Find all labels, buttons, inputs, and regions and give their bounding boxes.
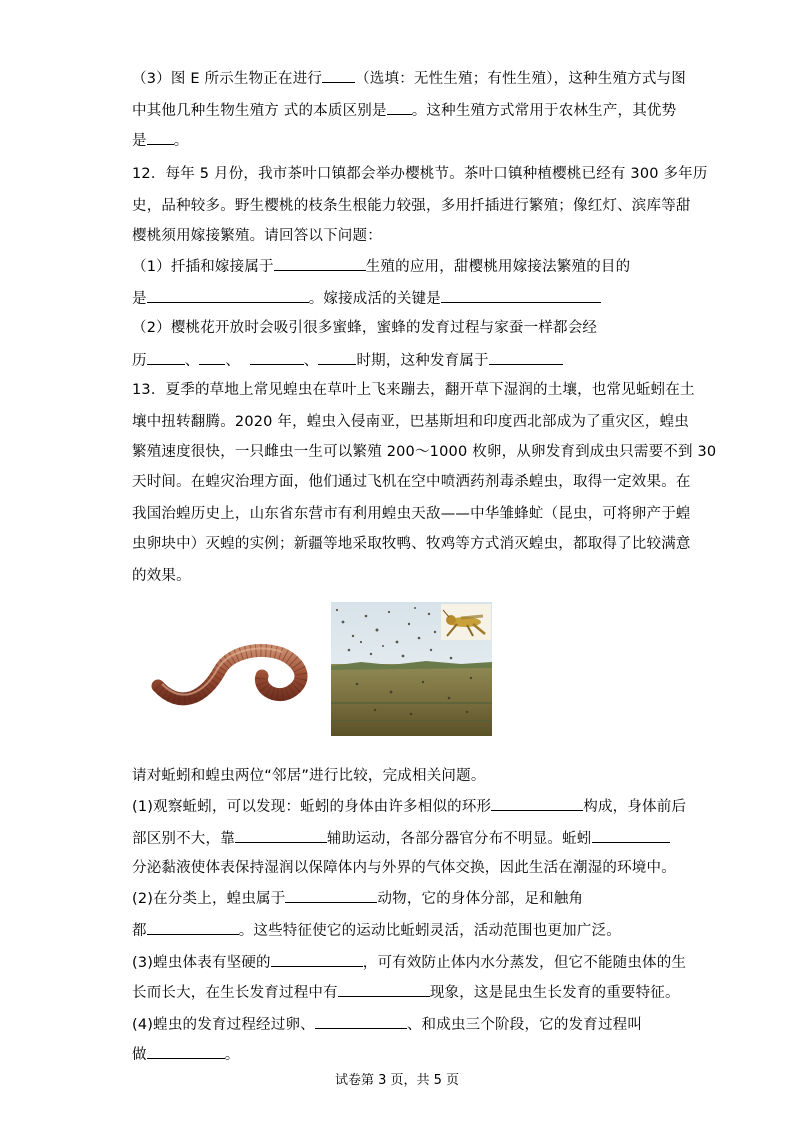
q13-line6: 虫卵块中）灭蝗的实例；新疆等地采取牧鸭、牧鸡等方式消灭蝗虫，都取得了比较满意 [132, 536, 691, 552]
q12-line1: 12．每年 5 月份，我市茶叶口镇都会举办樱桃节。茶叶口镇种植樱桃已经有 300 多年历 [132, 166, 708, 182]
answer-blank[interactable] [250, 350, 304, 365]
answer-blank[interactable] [491, 796, 583, 811]
q13-part4-line2: 做 。 [132, 1044, 239, 1065]
q13-part1-line1: (1)观察蚯蚓，可以发现：蚯蚓的身体由许多相似的环形 构成，身体前后 [132, 796, 686, 817]
answer-blank[interactable] [315, 1014, 407, 1029]
q12-line3: 樱桃须用嫁接繁殖。请回答以下问题： [132, 228, 382, 244]
q13-line2: 壤中扭转翻腾。2020 年，蝗虫入侵南亚，巴基斯坦和印度西北部成为了重灾区，蝗虫 [132, 414, 690, 430]
answer-blank[interactable] [147, 1044, 225, 1059]
page-footer: 试卷第 3 页，共 5 页 [334, 1073, 460, 1088]
locust-swarm-image [331, 602, 492, 736]
answer-blank[interactable] [592, 828, 670, 843]
q13-line1: 13．夏季的草地上常见蝗虫在草叶上飞来蹦去，翻开草下湿润的土壤，也常见蚯蚓在土 [132, 382, 695, 398]
q13-part2-line2: 都 。这些特征使它的运动比蚯蚓灵活，活动范围也更加广泛。 [132, 920, 621, 941]
q12-part2-line2: 历 、 、 、 时期，这种发育属于 [132, 350, 563, 371]
answer-blank[interactable] [271, 952, 363, 967]
q13-part2-line1: (2)在分类上，蝗虫属于 动物，它的身体分部，足和触角 [132, 888, 583, 909]
answer-blank[interactable] [147, 130, 174, 145]
q13-line3: 繁殖速度很快，一只雌虫一生可以繁殖 200～1000 枚卵，从卵发育到成虫只需要不到 30 [132, 444, 717, 460]
answer-blank[interactable] [338, 982, 430, 997]
answer-blank[interactable] [199, 350, 225, 365]
q13-part1-line2: 部区别不大，靠 辅助运动，各部分器官分布不明显。蚯蚓 [132, 828, 670, 849]
q13-intro: 请对蚯蚓和蝗虫两位“邻居”进行比较，完成相关问题。 [132, 768, 486, 784]
answer-blank[interactable] [318, 350, 356, 365]
earthworm-image [150, 640, 320, 730]
field [331, 664, 492, 736]
q13-part1-line3: 分泌黏液使体表保持湿润以保障体内与外界的气体交换，因此生活在潮湿的环境中。 [132, 860, 676, 876]
q11-3-line2: 中其他几种生物生殖方 式的本质区别是 。这种生殖方式常用于农林生产，其优势 [132, 100, 676, 121]
answer-blank[interactable] [147, 288, 309, 303]
answer-blank[interactable] [285, 888, 377, 903]
answer-blank[interactable] [441, 288, 601, 303]
q13-line4: 天时间。在蝗灾治理方面，他们通过飞机在空中喷洒药剂毒杀蝗虫，取得一定效果。在 [132, 474, 691, 490]
answer-blank[interactable] [322, 68, 355, 83]
q12-part1-line1: （1）扦插和嫁接属于 生殖的应用，甜樱桃用嫁接法繁殖的目的 [132, 256, 630, 277]
answer-blank[interactable] [147, 920, 239, 935]
q11-3-line3: 是 。 [132, 130, 188, 151]
q13-line5: 我国治蝗历史上，山东省东营市有利用蝗虫天敌——中华雏蜂虻（昆虫，可将卵产于蝗 [132, 506, 691, 522]
answer-blank[interactable] [147, 350, 185, 365]
answer-blank[interactable] [235, 828, 327, 843]
answer-blank[interactable] [489, 350, 563, 365]
q12-part1-line2: 是 。嫁接成活的关键是 [132, 288, 601, 309]
q13-part4-line1: (4)蝗虫的发育过程经过卵、 、和成虫三个阶段，它的发育过程叫 [132, 1014, 642, 1035]
q13-line7: 的效果。 [132, 568, 191, 584]
q11-3-line1: （3）图 E 所示生物正在进行 （选填：无性生殖；有性生殖），这种生殖方式与图 [132, 68, 686, 89]
q12-line2: 史，品种较多。野生樱桃的枝条生根能力较强，多用扦插进行繁殖；像红灯、滨库等甜 [132, 198, 691, 214]
answer-blank[interactable] [274, 256, 366, 271]
q13-part3-line2: 长而长大，在生长发育过程中有 现象，这是昆虫生长发育的重要特征。 [132, 982, 680, 1003]
q13-part3-line1: (3)蝗虫体表有坚硬的 ，可有效防止体内水分蒸发，但它不能随虫体的生 [132, 952, 686, 973]
answer-blank[interactable] [387, 100, 412, 115]
q12-part2-line1: （2）樱桃花开放时会吸引很多蜜蜂，蜜蜂的发育过程与家蚕一样都会经 [132, 320, 598, 336]
